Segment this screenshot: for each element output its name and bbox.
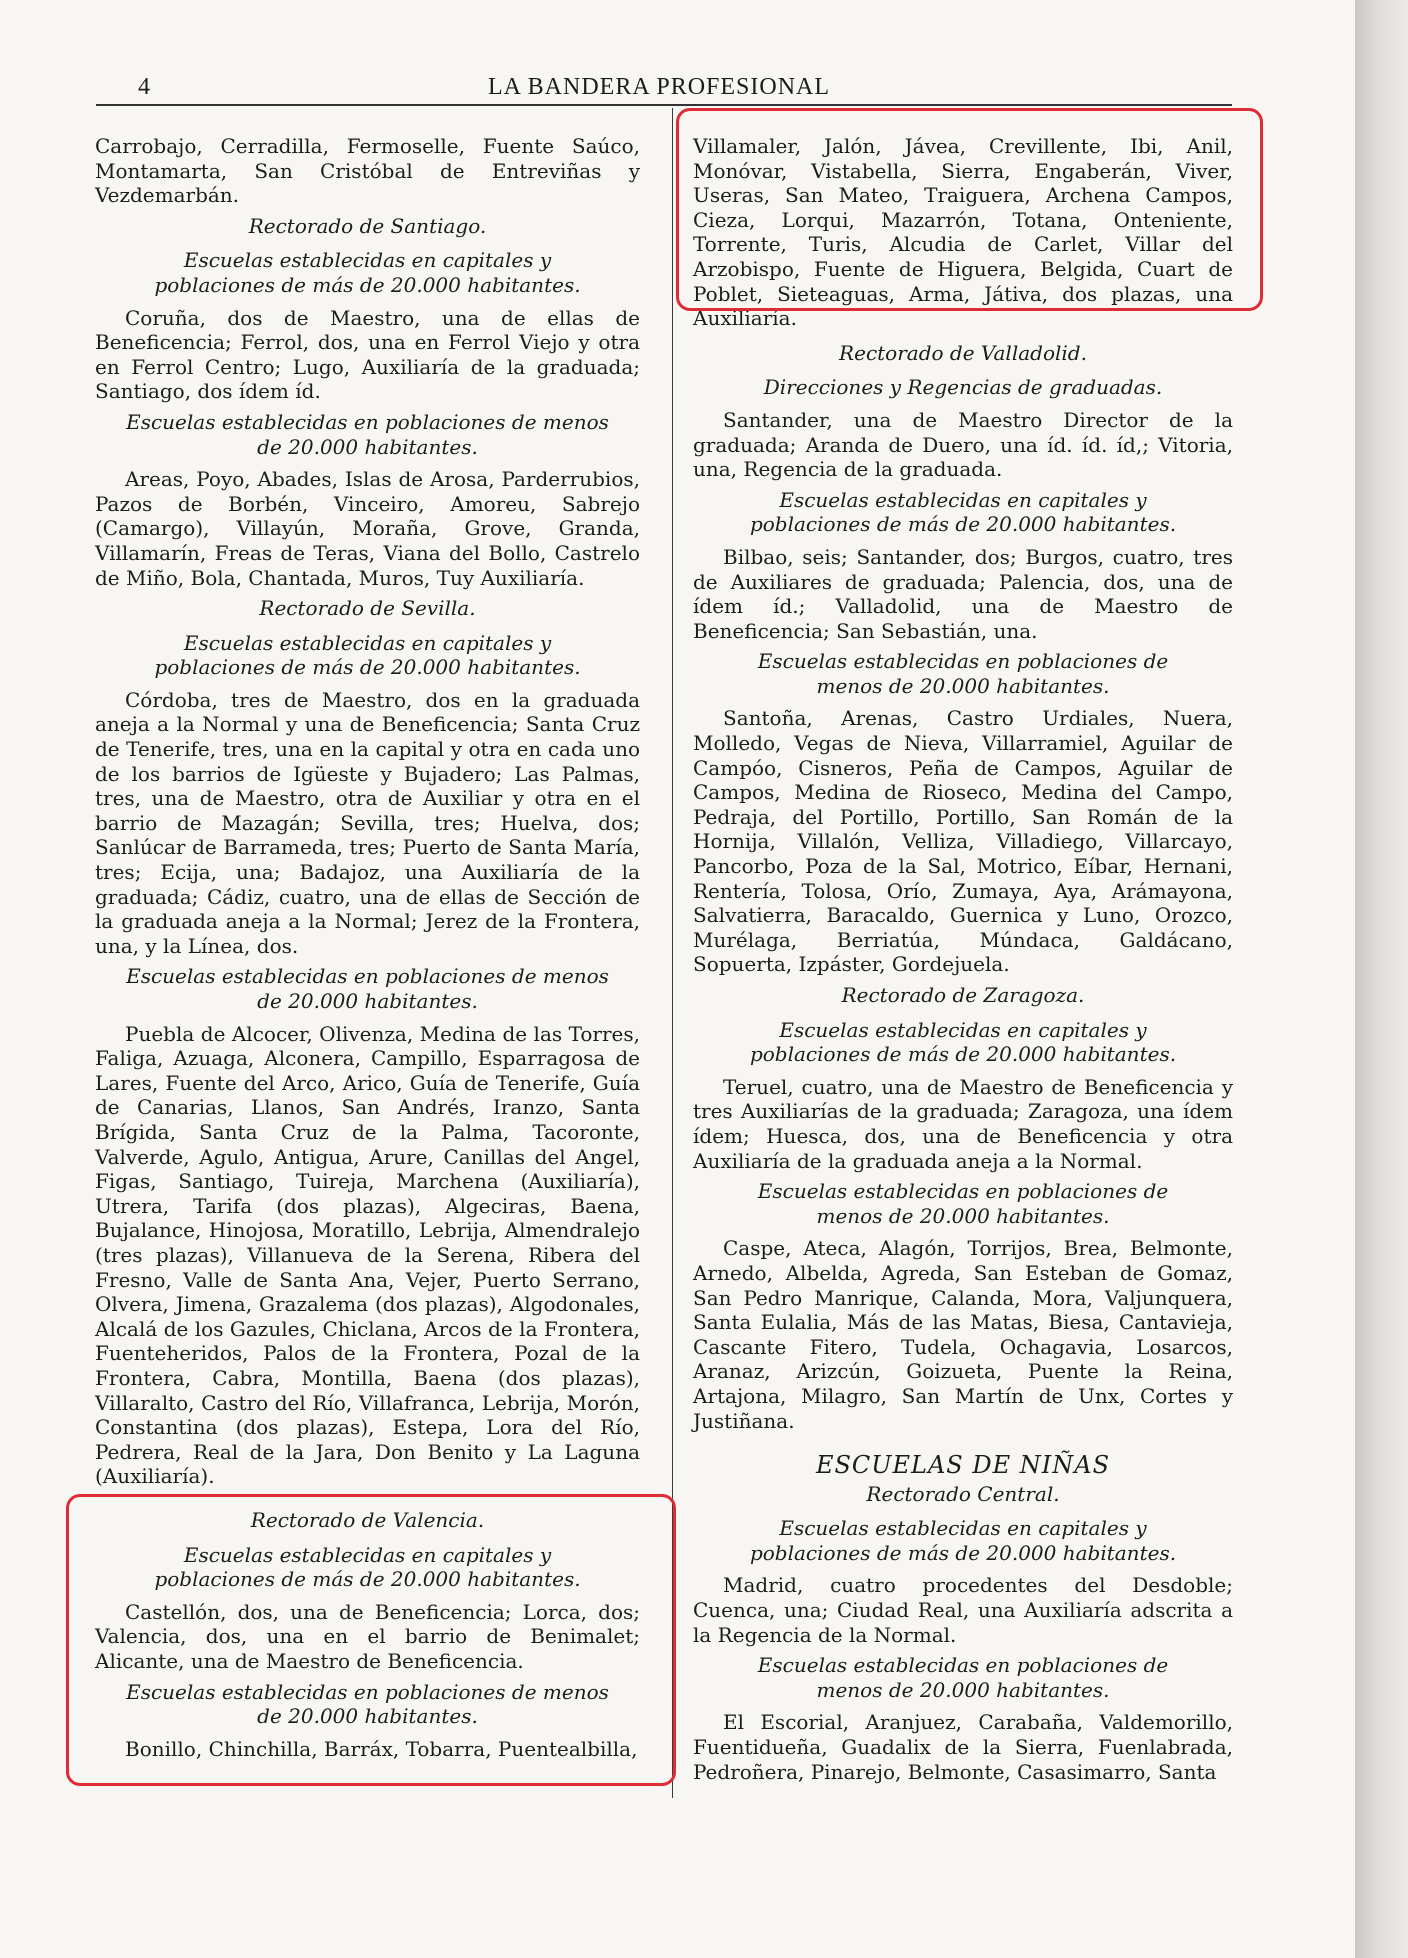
subheading: Escuelas establecidas en capitales y poblaciones de más de 20.000 habitantes.	[749, 487, 1177, 537]
subheading: Escuelas establecidas en poblaciones de menos de 20.000 habitantes.	[126, 964, 609, 1013]
section-heading: Rectorado de Sevilla.	[259, 596, 476, 621]
highlight-box-bottom-left	[66, 1494, 676, 1786]
paragraph: Santander, una de Maestro Director de la graduada; Aranda de Duero, una íd. íd. íd,; Vitoria, una, Regencia de la graduada.	[693, 407, 1233, 482]
header-rule	[96, 104, 1232, 106]
paragraph: Córdoba, tres de Maestro, dos en la graduada aneja a la Normal y una de Beneficencia; Santa Cruz de Tenerife, tres, una en la capital y otra en cada uno de los barrios de Igüeste y Bujadero; Las Palmas, tres, una de Maestro, otra de Auxiliar y otra en el barrio de Mazagán; Sevilla, tres; Huelva, dos; Sanlúcar de Barrameda, tres; Puerto de Santa María, tres; Ecija, una; Badajoz, una Auxiliaría de la graduada; Cádiz, cuatro, una de ellas de Sección de la graduada aneja a la Normal; Jerez de la Frontera, una, y la Línea, dos.	[95, 687, 640, 958]
subheading: Escuelas establecidas en poblaciones de menos de 20.000 habitantes.	[757, 649, 1169, 698]
section-heading: Rectorado Central.	[866, 1481, 1060, 1506]
paragraph: El Escorial, Aranjuez, Carabaña, Valdemorillo, Fuentidueña, Guadalix de la Sierra, Fuenlabrada, Pedroñera, Pinarejo, Belmonte, Casasimarro, Santa	[693, 1710, 1233, 1784]
paragraph: Caspe, Ateca, Alagón, Torrijos, Brea, Belmonte, Arnedo, Albelda, Agreda, San Esteban de Gomaz, San Pedro Manrique, Calanda, Mora, Valjunquera, Santa Eulalia, Más de las Matas, Biesa, Cantavieja, Cascante Fitero, Tudela, Ochagavia, Losarcos, Aranaz, Arizcún, Goizueta, Puente la Reina, Artajona, Milagro, San Martín de Unx, Cortes y Justiñana.	[693, 1236, 1233, 1433]
section-heading: Rectorado de Valladolid.	[839, 340, 1087, 365]
paragraph: Santoña, Arenas, Castro Urdiales, Nuera, Molledo, Vegas de Nieva, Villarramiel, Aguilar de Campóo, Cisneros, Peña de Campos, Aguilar de Campos, Medina de Rioseco, Medina del Campo, Pedraja, del Portillo, Portillo, San Román de la Hornija, Villalón, Velliza, Villadiego, Villarcayo, Pancorbo, Poza de la Sal, Motrico, Eíbar, Hernani, Rentería, Tolosa, Orío, Zumaya, Aya, Arámayona, Salvatierra, Baracaldo, Guernica y Luno, Orozco, Murélaga, Berriatúa, Múndaca, Galdácano, Sopuerta, Izpáster, Gordejuela.	[693, 706, 1233, 977]
paragraph: Castellón, dos, una de Beneficencia; Lorca, dos; Valencia, dos, una en el barrio de Benimalet; Alicante, una de Maestro de Beneficencia.	[95, 1599, 640, 1673]
paragraph: Bilbao, seis; Santander, dos; Burgos, cuatro, tres de Auxiliares de graduada; Palencia, dos, una de ídem íd.; Valladolid, una de Maestro de Beneficencia; San Sebastián, una.	[693, 544, 1233, 643]
right-column	[693, 134, 1233, 1790]
page-edge-shadow	[1355, 0, 1408, 1958]
journal-title: LA BANDERA PROFESIONAL	[488, 74, 831, 100]
paragraph: Carrobajo, Cerradilla, Fermoselle, Fuente Saúco, Montamarta, San Cristóbal de Entreviñas y Vezdemarbán.	[95, 134, 640, 208]
left-column	[95, 134, 640, 1495]
subheading: Escuelas establecidas en capitales y poblaciones de más de 20.000 habitantes.	[749, 1017, 1177, 1067]
girls-schools-heading: ESCUELAS DE NIÑAS	[815, 1451, 1111, 1480]
subheading: Escuelas establecidas en poblaciones de menos de 20.000 habitantes.	[126, 1679, 609, 1729]
paragraph: Bonillo, Chinchilla, Barráx, Tobarra, Puentealbilla,	[125, 1736, 638, 1761]
running-head	[138, 74, 1238, 104]
section-heading: Rectorado de Zaragoza.	[841, 983, 1085, 1007]
subheading: Direcciones y Regencias de graduadas.	[763, 375, 1163, 400]
paragraph: Areas, Poyo, Abades, Islas de Arosa, Parderrubios, Pazos de Borbén, Vinceiro, Amoreu, Sabrejo (Camargo), Villayún, Moraña, Grove, Granda, Villamarín, Freas de Teras, Viana del Bollo, Castrelo de Miño, Bola, Chantada, Muros, Tuy Auxiliaría.	[95, 467, 640, 590]
paragraph: Villamaler, Jalón, Jávea, Crevillente, Ibi, Anil, Monóvar, Vistabella, Sierra, Engaberán, Viver, Useras, San Mateo, Traiguera, Archena Campos, Cieza, Lorqui, Mazarrón, Totana, Onteniente, Torrente, Turis, Alcudia de Carlet, Villar del Arzobispo, Fuente de Higuera, Belgida, Cuart de Poblet, Sieteaguas, Arma, Játiva, dos plazas, una Auxiliaría.	[693, 134, 1233, 331]
page-number: 4	[138, 74, 150, 100]
subheading: Escuelas establecidas en poblaciones de menos de 20.000 habitantes.	[126, 409, 609, 459]
subheading: Escuelas establecidas en capitales y poblaciones de más de 20.000 habitantes.	[749, 1516, 1177, 1565]
paragraph: Coruña, dos de Maestro, una de ellas de Beneficencia; Ferrol, dos, una en Ferrol Viejo y otra en Ferrol Centro; Lugo, Auxiliaría de la graduada; Santiago, dos ídem íd.	[95, 305, 640, 404]
paragraph: Teruel, cuatro, una de Maestro de Beneficencia y tres Auxiliarías de la graduada; Zaragoza, una ídem ídem; Huesca, dos, una de Beneficencia y otra Auxiliaría de la graduada aneja a la Normal.	[693, 1074, 1233, 1173]
subheading: Escuelas establecidas en capitales y poblaciones de más de 20.000 habitantes.	[154, 1542, 581, 1592]
section-heading: Rectorado de Valencia.	[250, 1508, 485, 1532]
subheading: Escuelas establecidas en capitales y poblaciones de más de 20.000 habitantes.	[154, 248, 581, 297]
subheading: Escuelas establecidas en poblaciones de menos de 20.000 habitantes.	[757, 1653, 1169, 1702]
paragraph: Puebla de Alcocer, Olivenza, Medina de las Torres, Faliga, Azuaga, Alconera, Campillo, Esparragosa de Lares, Fuente del Arco, Arico, Guía de Tenerife, Guía de Canarias, Llanos, San Andrés, Iranzo, Santa Brígida, Santa Cruz de la Palma, Tacoronte, Valverde, Agulo, Antigua, Arure, Canillas del Angel, Figas, Santiago, Tuireja, Marchena (Auxiliaría), Utrera, Tarifa (dos plazas), Algeciras, Baena, Bujalance, Hinojosa, Moratillo, Lebrija, Almendralejo (tres plazas), Villanueva de la Serena, Ribera del Fresno, Valle de Santa Ana, Vejer, Puerto Serrano, Olvera, Jimena, Grazalema (dos plazas), Algodonales, Alcalá de los Gazules, Chiclana, Arcos de la Frontera, Fuenteheridos, Palos de la Frontera, Pozal de la Frontera, Cabra, Montilla, Baena (dos plazas), Villaralto, Castro del Río, Villafranca, Lebrija, Morón, Constantina (dos plazas), Estepa, Lora del Río, Pedrera, Real de la Jara, Don Benito y La Laguna (Auxiliaría).	[95, 1021, 640, 1489]
subheading: Escuelas establecidas en poblaciones de menos de 20.000 habitantes.	[757, 1179, 1169, 1228]
subheading: Escuelas establecidas en capitales y poblaciones de más de 20.000 habitantes.	[154, 630, 581, 680]
paragraph: Madrid, cuatro procedentes del Desdoble; Cuenca, una; Ciudad Real, una Auxiliaría adscrita a la Regencia de la Normal.	[693, 1573, 1233, 1647]
highlight-box-top-right	[676, 108, 1263, 311]
section-heading: Rectorado de Santiago.	[248, 213, 487, 238]
